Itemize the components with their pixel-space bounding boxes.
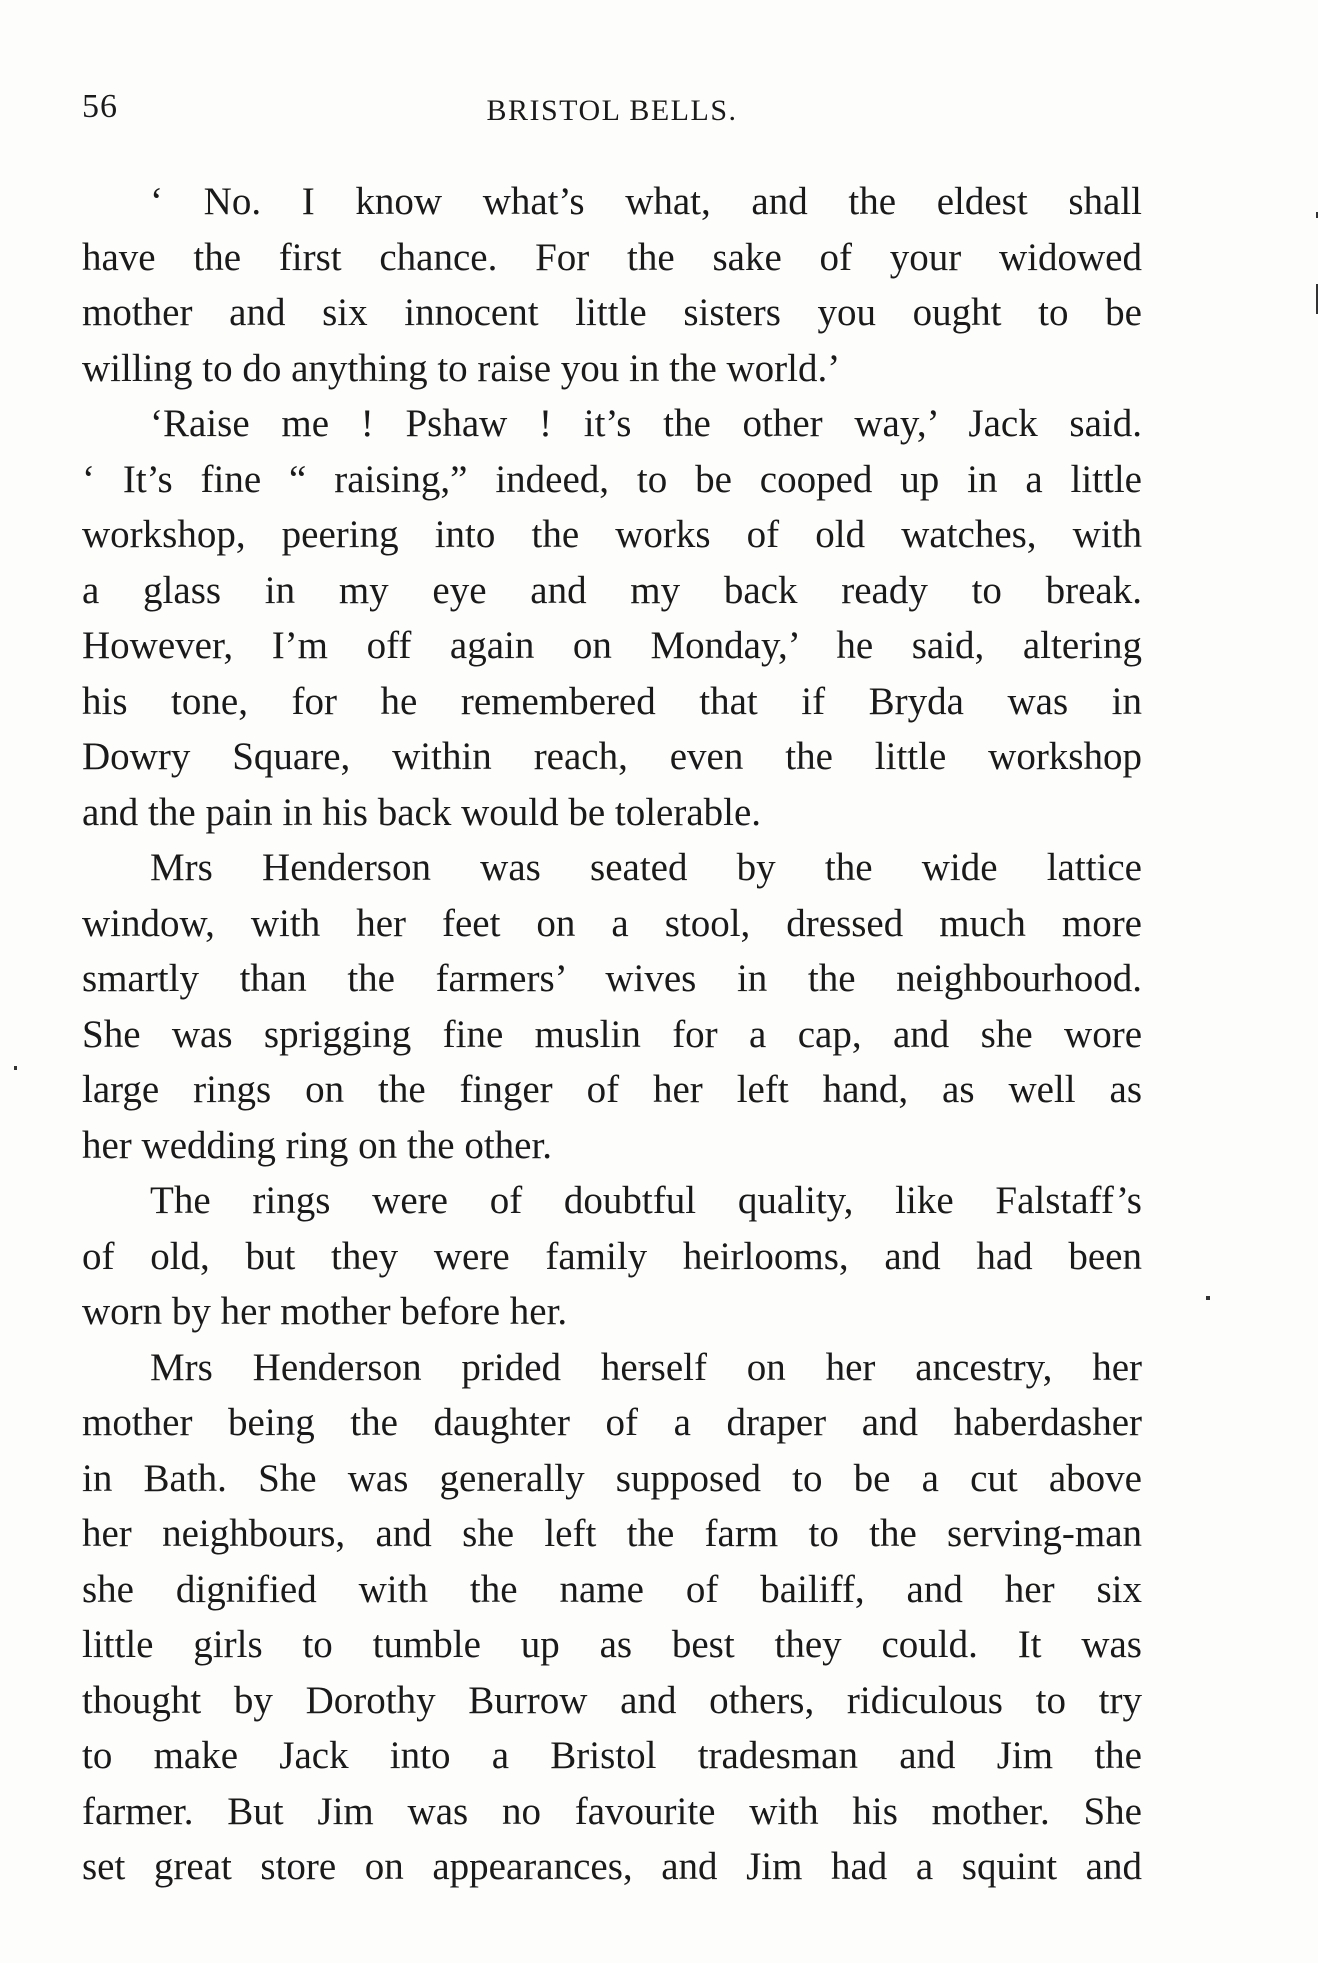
text-line: workshop, peering into the works of old watches, with bbox=[82, 513, 1142, 556]
text-line: window, with her feet on a stool, dressed much more bbox=[82, 901, 1142, 945]
running-title: BRISTOL BELLS. bbox=[486, 94, 738, 127]
text-line: smartly than the farmers’ wives in the neighbourhood. bbox=[82, 957, 1142, 1000]
text-line: her neighbours, and she left the farm to the serving-man bbox=[82, 1512, 1142, 1555]
text-line: set great store on appearances, and Jim had a squint and bbox=[82, 1845, 1142, 1888]
text-line: mother being the daughter of a draper and haberdasher bbox=[82, 1401, 1142, 1444]
text-line: However, I’m off again on Monday,’ he said, altering bbox=[82, 624, 1142, 667]
text-line: she dignified with the name of bailiff, and her six bbox=[82, 1567, 1142, 1611]
text-line: Mrs Henderson prided herself on her ancestry, her bbox=[150, 1345, 1142, 1389]
text-line: his tone, for he remembered that if Bryda was in bbox=[82, 679, 1142, 723]
text-line: in Bath. She was generally supposed to be a cut above bbox=[82, 1456, 1142, 1500]
scan-speck bbox=[1206, 1296, 1210, 1300]
text-line: mother and six innocent little sisters you ought to be bbox=[82, 291, 1142, 334]
text-line: thought by Dorothy Burrow and others, ridiculous to try bbox=[82, 1678, 1142, 1722]
page-number: 56 bbox=[82, 88, 118, 125]
body-text bbox=[82, 174, 1142, 1895]
text-line: The rings were of doubtful quality, like Falstaff’s bbox=[150, 1179, 1142, 1222]
text-line: of old, but they were family heirlooms, and had been bbox=[82, 1234, 1142, 1278]
text-line: ‘ It’s fine “ raising,” indeed, to be cooped up in a little bbox=[82, 457, 1142, 501]
scan-speck bbox=[14, 1066, 17, 1070]
text-line: Dowry Square, within reach, even the little workshop bbox=[82, 735, 1142, 778]
text-line: have the first chance. For the sake of your widowed bbox=[82, 235, 1142, 279]
text-line: large rings on the finger of her left hand, as well as bbox=[82, 1068, 1142, 1111]
text-line: her wedding ring on the other. bbox=[82, 1123, 553, 1167]
text-line: farmer. But Jim was no favourite with his mother. She bbox=[82, 1789, 1142, 1833]
text-line: ‘Raise me ! Pshaw ! it’s the other way,’ Jack said. bbox=[150, 402, 1142, 445]
text-line: a glass in my eye and my back ready to break. bbox=[82, 568, 1142, 612]
text-line: She was sprigging fine muslin for a cap, and she wore bbox=[82, 1012, 1142, 1056]
running-head bbox=[82, 88, 1142, 138]
text-line: little girls to tumble up as best they could. It was bbox=[82, 1623, 1142, 1666]
text-line: and the pain in his back would be tolerable. bbox=[82, 790, 762, 834]
text-line: willing to do anything to raise you in the world.’ bbox=[82, 346, 841, 390]
text-line: Mrs Henderson was seated by the wide lattice bbox=[150, 846, 1142, 889]
text-line: ‘ No. I know what’s what, and the eldest shall bbox=[150, 180, 1142, 223]
text-line: to make Jack into a Bristol tradesman and Jim the bbox=[82, 1734, 1142, 1777]
text-line: worn by her mother before her. bbox=[82, 1290, 568, 1333]
